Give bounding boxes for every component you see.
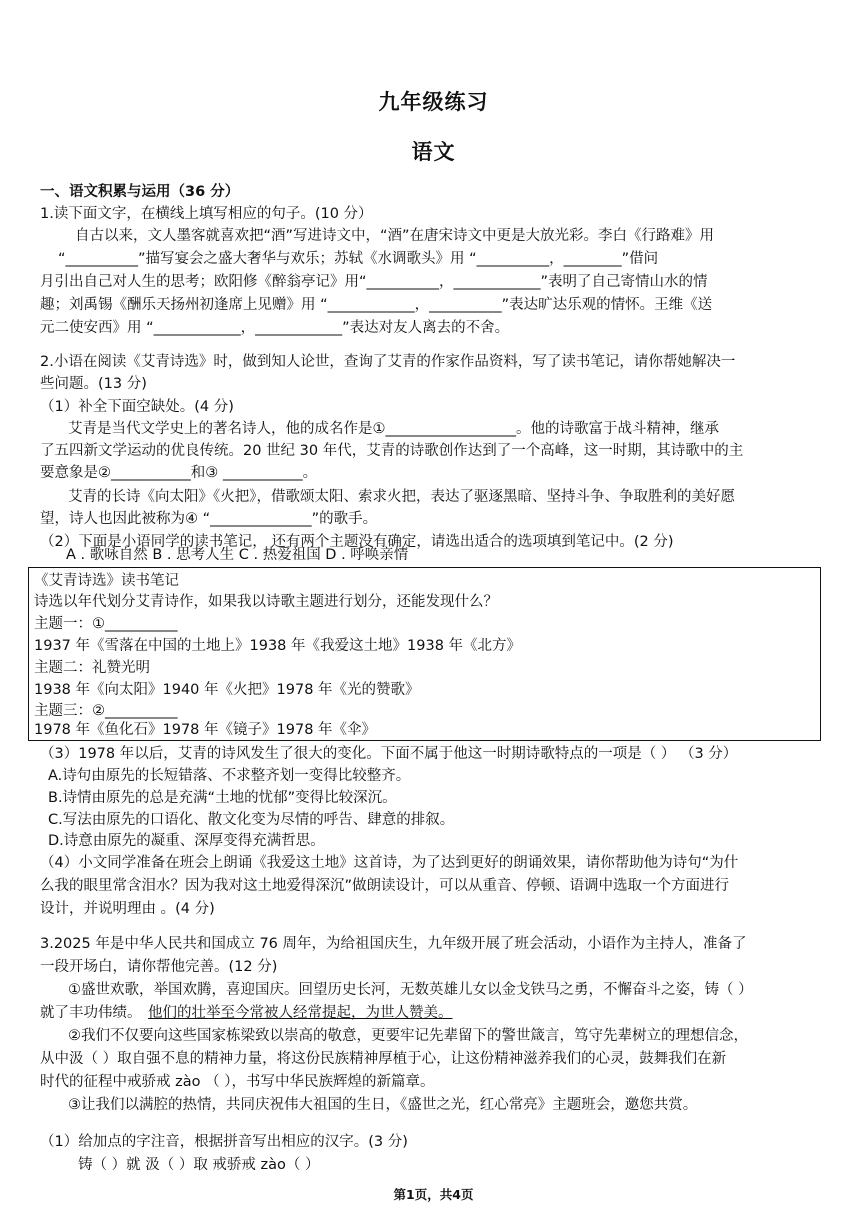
q3-paragraph-2: ②我们不仅要向这些国家栋梁致以崇高的敬意，更要牢记先辈留下的警世箴言，笃守先辈树立的理想信念， [68,1028,748,1044]
q2-text-line: 艾青是当代文学史上的著名诗人，他的成名作是①__________________。他的诗歌富于战斗精神，继承 [68,421,719,437]
q2-option-c: C.写法由原先的口语化、散文化变为尽情的呼告、肆意的排叙。 [48,812,455,828]
q3-sub1-blanks: 铸（ ）就 汲（ ）取 戒骄戒 zào（ ） [78,1157,320,1173]
q2-option-b: B.诗情由原先的总是充满“土地的忧郁”变得比较深沉。 [48,790,397,806]
q2-stem: 2.小语在阅读《艾青诗选》时，做到知人论世，查询了艾青的作家作品资料，写了读书笔记，请你帮她解决一 [40,354,736,370]
q2-sub3: （3）1978 年以后，艾青的诗风发生了很大的变化。下面不属于他这一时期诗歌特点的一项是（ ） （3 分） [40,746,738,762]
q2-text-line: 望，诗人也因此被称为④ “______________”的歌手。 [40,511,378,527]
q2-text-line: 要意象是②___________和③ ___________。 [40,465,318,481]
notes-theme-2: 主题二：礼赞光明 [34,660,150,676]
q3-paragraph-1: ①盛世欢歌，举国欢腾，喜迎国庆。回望历史长河，无数英雄儿女以金戈铁马之勇，不懈奋斗之姿，铸（ ） [68,982,753,998]
q1-text-line: 元二使安西》用 “____________，____________”表达对友人离去的不舍。 [40,320,510,336]
q3-paragraph-3: ③让我们以满腔的热情，共同庆祝伟大祖国的生日，《盛世之光，红心常亮》主题班会，邀您共赏。 [68,1097,698,1113]
q1-text-line: 趣；刘禹锡《酬乐天扬州初逢席上见赠》用 “____________，__________”表达旷达乐观的情怀。王维《送 [40,297,713,313]
q2-option-d: D.诗意由原先的凝重、深厚变得充满哲思。 [48,833,325,849]
notes-line: 1938 年《向太阳》1940 年《火把》1978 年《光的赞歌》 [34,682,420,698]
q2-text-line: 了五四新文学运动的优良传统。20 世纪 30 年代，艾青的诗歌创作达到了一个高峰，这一时期，其诗歌中的主 [40,443,744,459]
notes-title: 《艾青诗选》读书笔记 [34,573,179,589]
q2-sub1: （1）补全下面空缺处。(4 分) [40,399,234,415]
q1-text-line: 月引出自己对人生的思考；欧阳修《醉翁亭记》用“__________，____________”表明了自己寄情山水的情 [40,274,708,290]
q1-text-line: “__________”描写宴会之盛大奢华与欢乐；苏轼《水调歌头》用 “__________，________”借问 [58,251,659,267]
q1-stem: 1.读下面文字，在横线上填写相应的句子。(10 分） [40,206,373,222]
q2-option-a: A.诗句由原先的长短错落、不求整齐划一变得比较整齐。 [48,768,411,784]
q3-paragraph-1-cont: 就了丰功伟绩。 [40,1005,142,1021]
q2-stem: 些问题。(13 分) [40,376,147,392]
page-number: 第1页，共4页 [393,1187,474,1202]
subject-title: 语文 [411,140,456,164]
q2-text-line: 么我的眼里常含泪水？因为我对这土地爱得深沉”做朗读设计，可以从重音、停顿、语调中选取一个方面进行 [40,878,730,894]
q2-text-line: 艾青的长诗《向太阳》《火把》，借歌颂太阳、索求火把，表达了驱逐黑暗、坚持斗争、争取胜利的美好愿 [68,489,735,505]
q2-sub2: （2）下面是小语同学的读书笔记， 还有两个主题没有确定，请选出适合的选项填到笔记中。(2 分) [40,534,674,550]
notes-line: 诗选以年代划分艾青诗作，如果我以诗歌主题进行划分，还能发现什么？ [34,594,498,610]
q2-sub4: （4）小文同学准备在班会上朗诵《我爱这土地》这首诗，为了达到更好的朗诵效果，请你帮助他为诗句“为什 [40,855,739,871]
exam-title: 九年级练习 [378,90,489,114]
notes-line: 1937 年《雪落在中国的土地上》1938 年《我爱这土地》1938 年《北方》 [34,638,522,654]
q3-stem: 一段开场白，请你帮他完善。(12 分) [40,959,278,975]
q2-options: A . 歌咏自然 B . 思考人生 C . 热爱祖国 D . 呼唤亲情 [66,547,409,563]
q3-paragraph-2-cont: 时代的征程中戒骄戒 zào （ ），书写中华民族辉煌的新篇章。 [40,1074,435,1090]
q3-underlined-sentence: 他们的壮举至今常被人经常提起，为世人赞美。 [148,1005,453,1021]
q1-text-line: 自古以来，文人墨客就喜欢把“酒”写进诗文中，“酒”在唐宋诗文中更是大放光彩。李白《行路难》用 [75,228,715,244]
notes-theme-3: 主题三：②__________ [34,703,178,719]
section-heading: 一、语文积累与运用（36 分） [40,184,240,200]
notes-theme-1: 主题一：①__________ [34,616,178,632]
notes-line: 1978 年《鱼化石》1978 年《镜子》1978 年《伞》 [34,722,377,738]
q2-text-line: 设计，并说明理由 。(4 分) [40,901,215,917]
q3-sub1: （1）给加点的字注音，根据拼音写出相应的汉字。(3 分) [40,1134,408,1150]
q3-paragraph-2-cont: 从中汲（ ）取自强不息的精神力量，将这份民族精神厚植于心，让这份精神滋养我们的心灵，鼓舞我们在新 [40,1051,727,1067]
q3-stem: 3.2025 年是中华人民共和国成立 76 周年，为给祖国庆生，九年级开展了班会活动，小语作为主持人，准备了 [40,936,747,952]
